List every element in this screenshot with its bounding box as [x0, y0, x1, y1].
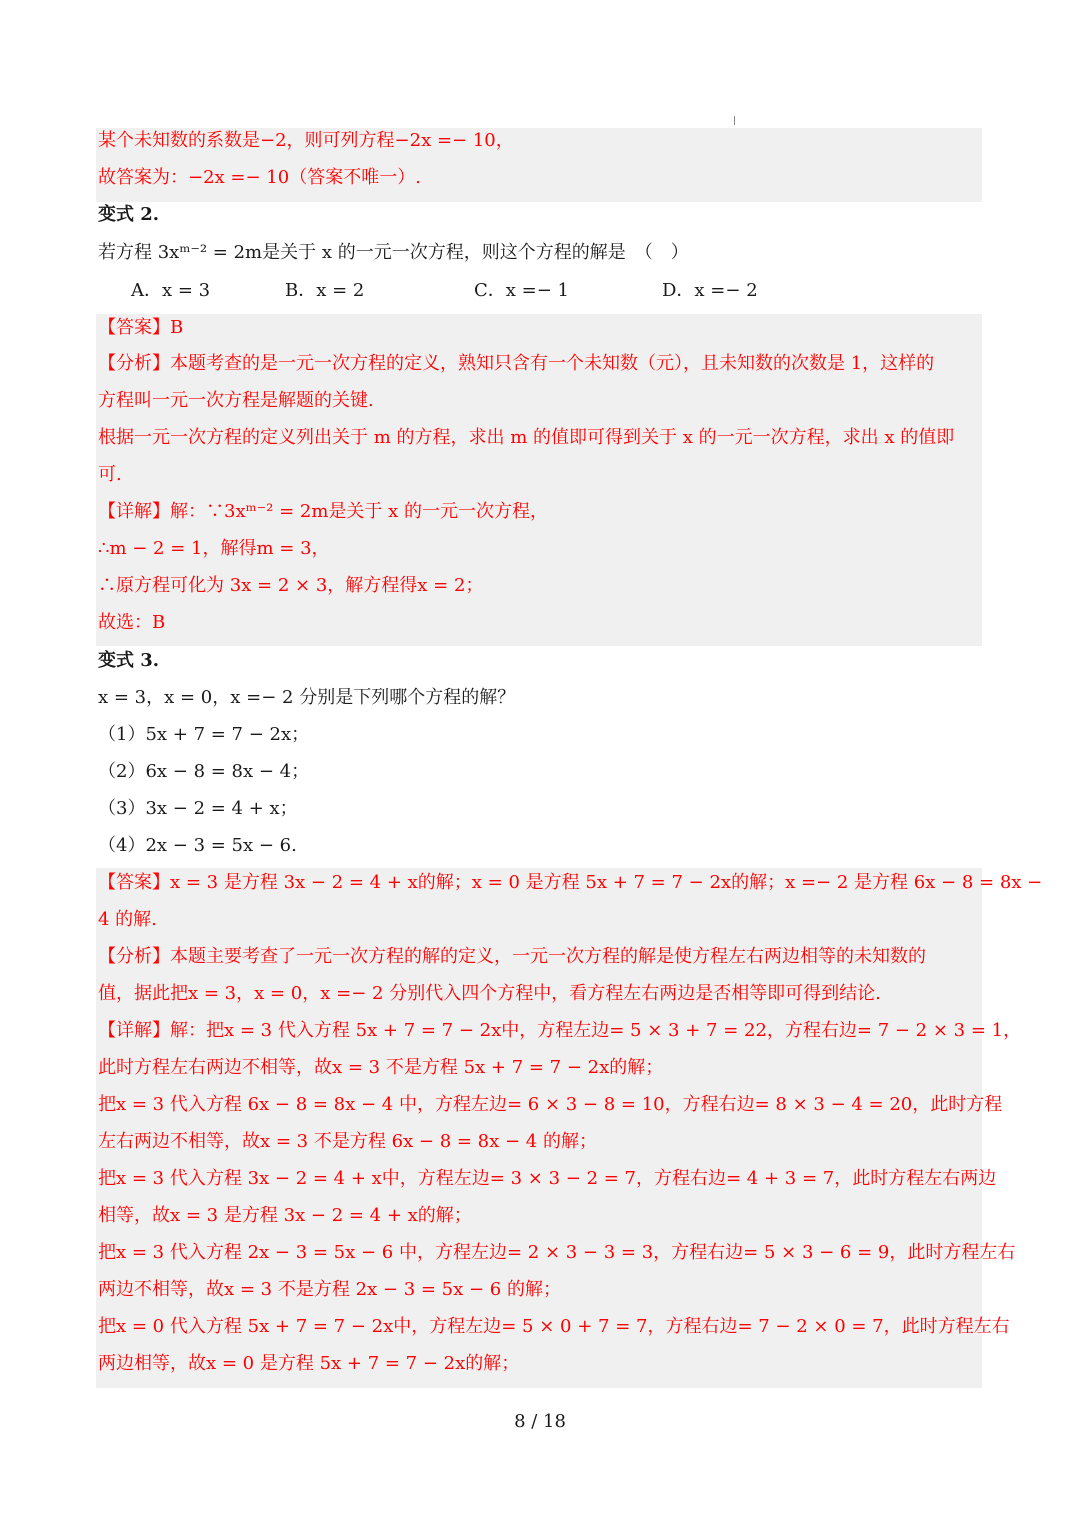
- variant3-analysis-1: 【分析】本题主要考查了一元一次方程的解的定义，一元一次方程的解是使方程左右两边相等的未知数的: [98, 946, 926, 967]
- variant3-detail-2: 此时方程左右两边不相等，故x = 3 不是方程 5x + 7 = 7 − 2x的解；: [98, 1057, 664, 1078]
- option-c: C．x =− 1: [474, 280, 569, 301]
- variant3-detail-9: 把x = 0 代入方程 5x + 7 = 7 − 2x中，方程左边= 5 × 0 + 7 = 7，方程右边= 7 − 2 × 0 = 7，此时方程左右: [98, 1316, 1010, 1337]
- variant2-analysis-4: 可.: [98, 464, 122, 485]
- variant3-detail-10: 两边相等，故x = 0 是方程 5x + 7 = 7 − 2x的解；: [98, 1353, 520, 1374]
- variant3-detail-4: 左右两边不相等，故x = 3 不是方程 6x − 8 = 8x − 4 的解；: [98, 1131, 597, 1152]
- variant2-analysis-3: 根据一元一次方程的定义列出关于 m 的方程，求出 m 的值即可得到关于 x 的一元一次方程，求出 x 的值即: [98, 427, 955, 448]
- option-a: A．x = 3: [131, 280, 211, 301]
- page-number: 8 / 18: [514, 1411, 566, 1432]
- equation-item-3: （3）3x − 2 = 4 + x；: [98, 798, 298, 819]
- variant3-detail-1: 【详解】解：把x = 3 代入方程 5x + 7 = 7 − 2x中，方程左边= 5 × 3 + 7 = 22，方程右边= 7 − 2 × 3 = 1，: [98, 1020, 1022, 1041]
- variant2-detail-3: ∴原方程可化为 3x = 2 × 3，解方程得x = 2；: [98, 575, 484, 596]
- top-answer-line-1: 某个未知数的系数是−2，则可列方程−2x =− 10，: [98, 130, 514, 151]
- variant3-analysis-2: 值，据此把x = 3，x = 0，x =− 2 分别代入四个方程中，看方程左右两边是否相等即可得到结论.: [98, 983, 881, 1004]
- option-b: B．x = 2: [285, 280, 365, 301]
- variant3-question: x = 3，x = 0，x =− 2 分别是下列哪个方程的解？: [98, 687, 516, 708]
- variant2-detail-1: 【详解】解：∵3xᵐ⁻² = 2m是关于 x 的一元一次方程，: [98, 501, 548, 522]
- variant3-detail-8: 两边不相等，故x = 3 不是方程 2x − 3 = 5x − 6 的解；: [98, 1279, 561, 1300]
- top-answer-line-2: 故答案为：−2x =− 10（答案不唯一）.: [98, 167, 421, 188]
- variant2-heading: 变式 2.: [98, 204, 160, 225]
- variant3-answer-2: 4 的解.: [98, 909, 157, 930]
- option-d: D．x =− 2: [662, 280, 758, 301]
- variant3-answer-1: 【答案】x = 3 是方程 3x − 2 = 4 + x的解；x = 0 是方程 5x + 7 = 7 − 2x的解；x =− 2 是方程 6x − 8 = 8x −: [98, 872, 1043, 893]
- variant3-detail-6: 相等，故x = 3 是方程 3x − 2 = 4 + x的解；: [98, 1205, 472, 1226]
- variant2-analysis-1: 【分析】本题考查的是一元一次方程的定义，熟知只含有一个未知数（元），且未知数的次数是 1，这样的: [98, 353, 935, 374]
- header-mark: [734, 116, 735, 125]
- equation-item-4: （4）2x − 3 = 5x − 6.: [98, 835, 297, 856]
- variant2-detail-4: 故选：B: [98, 612, 166, 633]
- variant3-detail-5: 把x = 3 代入方程 3x − 2 = 4 + x中，方程左边= 3 × 3 − 2 = 7，方程右边= 4 + 3 = 7，此时方程左右两边: [98, 1168, 997, 1189]
- variant2-detail-2: ∴m − 2 = 1，解得m = 3，: [98, 538, 330, 559]
- variant2-analysis-2: 方程叫一元一次方程是解题的关键.: [98, 390, 374, 411]
- variant3-detail-7: 把x = 3 代入方程 2x − 3 = 5x − 6 中，方程左边= 2 × 3 − 3 = 3，方程右边= 5 × 3 − 6 = 9，此时方程左右: [98, 1242, 1016, 1263]
- variant2-question: 若方程 3xᵐ⁻² = 2m是关于 x 的一元一次方程，则这个方程的解是 （ ）: [98, 242, 689, 263]
- variant2-answer: 【答案】B: [98, 317, 184, 338]
- variant3-detail-3: 把x = 3 代入方程 6x − 8 = 8x − 4 中，方程左边= 6 × 3 − 8 = 10，方程右边= 8 × 3 − 4 = 20，此时方程: [98, 1094, 1003, 1115]
- equation-item-1: （1）5x + 7 = 7 − 2x；: [98, 724, 310, 745]
- equation-item-2: （2）6x − 8 = 8x − 4；: [98, 761, 310, 782]
- variant3-heading: 变式 3.: [98, 650, 160, 671]
